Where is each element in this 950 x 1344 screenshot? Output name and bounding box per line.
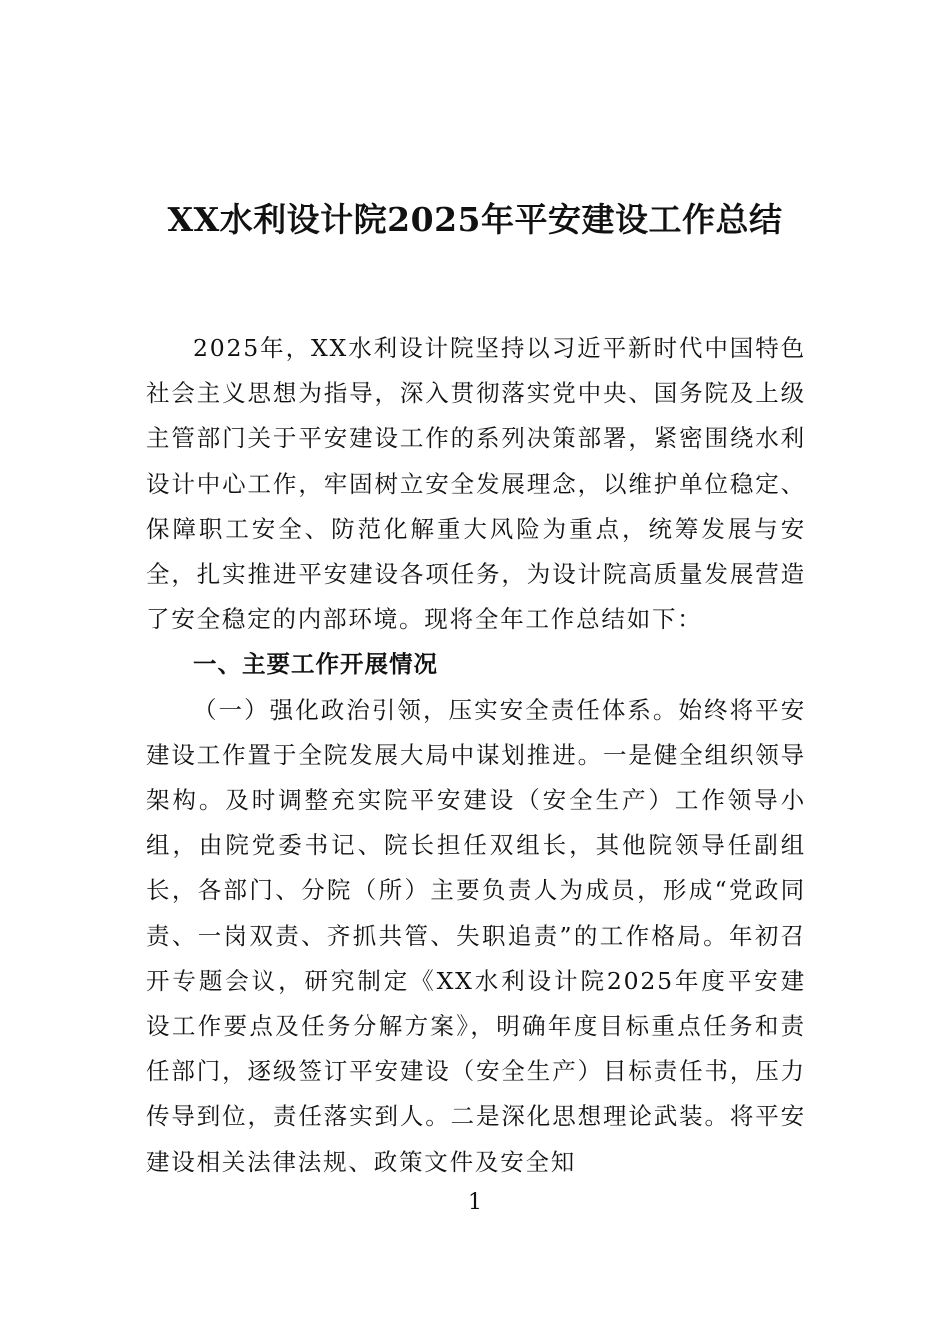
intro-paragraph: 2025年，XX水利设计院坚持以习近平新时代中国特色社会主义思想为指导，深入贯彻落实党中央、国务院及上级主管部门关于平安建设工作的系列决策部署，紧密围绕水利设计中心工作，牢固树立安全发展理念，以维护单位稳定、保障职工安全、防范化解重大风险为重点，统筹发展与安全，扎实推进平安建设各项任务，为设计院高质量发展营造了安全稳定的内部环境。现将全年工作总结如下： [146, 334, 806, 634]
document-body [146, 326, 806, 1185]
section-paragraph: （一）强化政治引领，压实安全责任体系。始终将平安建设工作置于全院发展大局中谋划推进。一是健全组织领导架构。及时调整充实院平安建设（安全生产）工作领导小组，由院党委书记、院长担任双组长，其他院领导任副组长，各部门、分院（所）主要负责人为成员，形成“党政同责、一岗双责、齐抓共管、失职追责”的工作格局。年初召开专题会议，研究制定《XX水利设计院2025年度平安建设工作要点及任务分解方案》，明确年度目标重点任务和责任部门，逐级签订平安建设（安全生产）目标责任书，压力传导到位，责任落实到人。二是深化思想理论武装。将平安建设相关法律法规、政策文件及安全知 [146, 695, 806, 1176]
page-number: 1 [468, 1190, 482, 1215]
section-heading: 一、主要工作开展情况 [193, 650, 438, 679]
document-title: XX水利设计院2025年平安建设工作总结 [167, 200, 783, 239]
